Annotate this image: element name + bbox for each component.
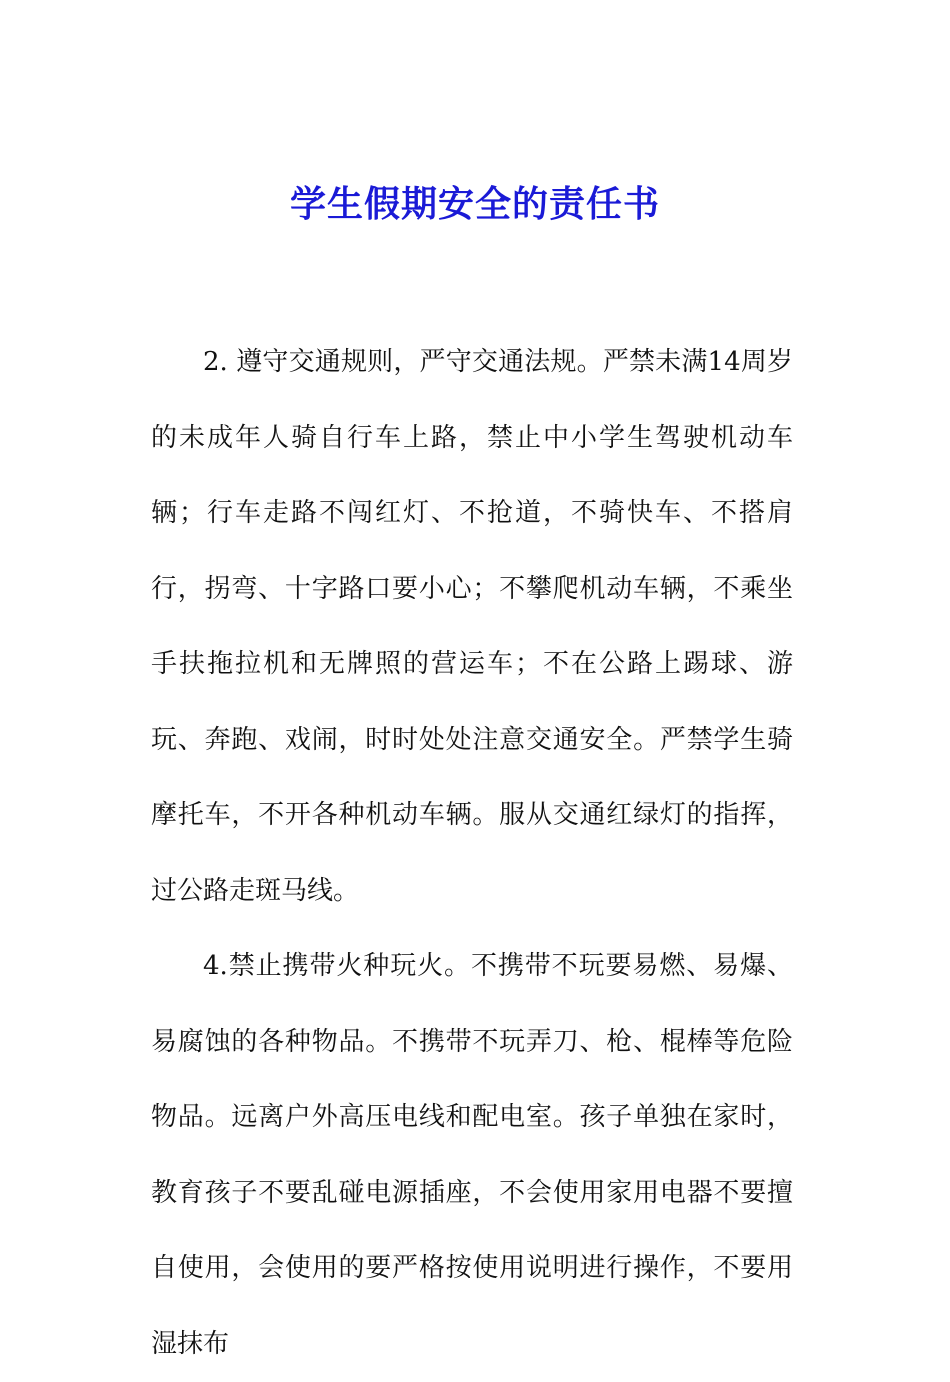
document-title: 学生假期安全的责任书	[289, 183, 660, 225]
paragraph-fire-safety: 4.禁止携带火种玩火。不携带不玩要易燃、易爆、易腐蚀的各种物品。不携带不玩弄刀、枪、棍棒等危险物品。远离户外高压电线和配电室。孩子单独在家时，教育孩子不要乱碰电源插座，不会使用家用电器不要擅自使用，会使用的要严格按使用说明进行操作，不要用湿抹布	[151, 951, 793, 1359]
paragraph-traffic-rules: 2. 遵守交通规则，严守交通法规。严禁未满14周岁的未成年人骑自行车上路，禁止中小学生驾驶机动车辆；行车走路不闯红灯、不抢道，不骑快车、不搭肩行，拐弯、十字路口要小心；不攀爬机动车辆，不乘坐手扶拖拉机和无牌照的营运车；不在公路上踢球、游玩、奔跑、戏闹，时时处处注意交通安全。严禁学生骑摩托车，不开各种机动车辆。服从交通红绿灯的指挥，过公路走斑马线。	[151, 347, 793, 906]
document-body	[151, 325, 793, 1382]
